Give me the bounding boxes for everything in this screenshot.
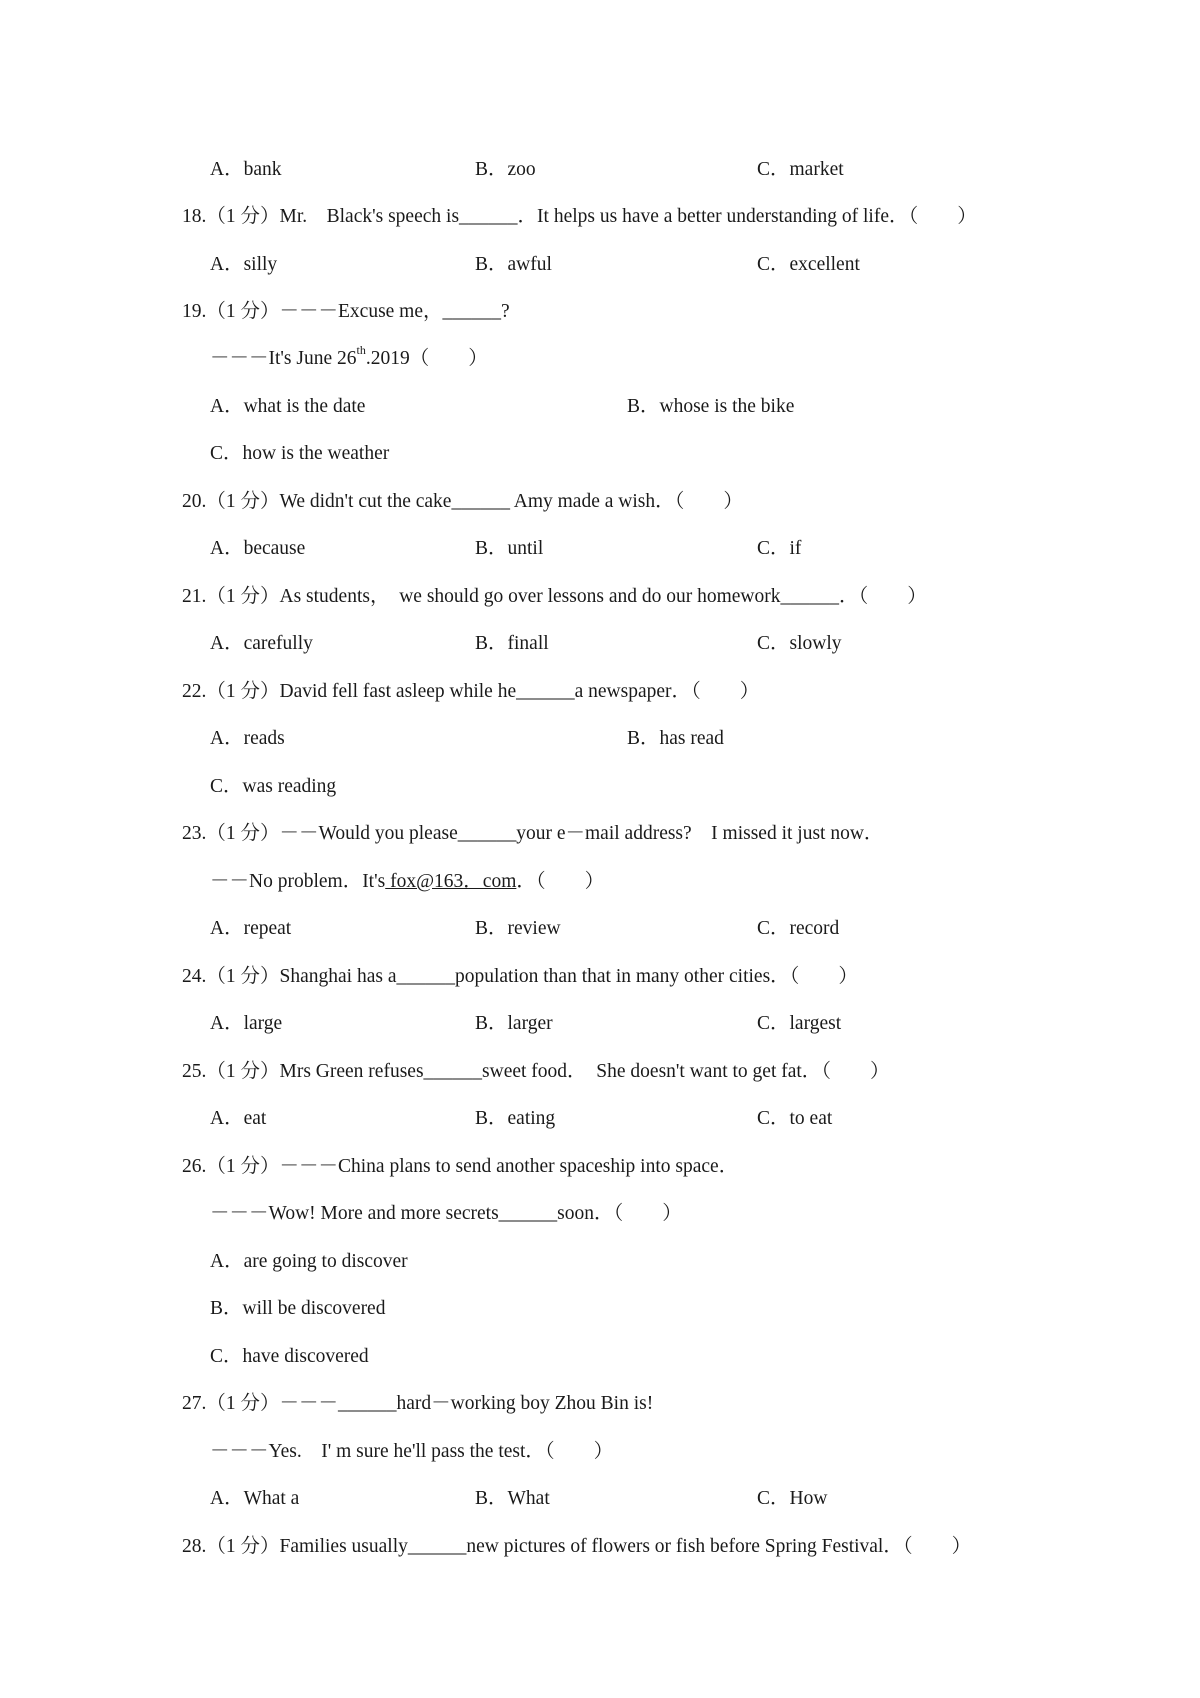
q25-stem: 25.（1 分）Mrs Green refuses______sweet food． She doesn't want to get fat．（ ） (182, 1061, 890, 1082)
q26-answer-line: －－－Wow! More and more secrets______soon．（ ） (210, 1203, 682, 1224)
q19-answer-post: .2019（ ） (365, 348, 488, 369)
q21-option-a: A．carefully (210, 633, 313, 654)
q21-option-b: B．finall (475, 633, 549, 654)
q26-option-b: B．will be discovered (210, 1298, 386, 1319)
q19-answer-line (210, 342, 488, 371)
q20-option-c: C．if (757, 538, 802, 559)
q27-option-b: B．What (475, 1488, 550, 1509)
q17-option-b: B．zoo (475, 159, 536, 180)
q25-option-c: C．to eat (757, 1108, 833, 1129)
q21-option-c: C．slowly (757, 633, 842, 654)
q19-option-b: B．whose is the bike (627, 396, 795, 417)
q26-stem: 26.（1 分）－－－China plans to send another spaceship into space． (182, 1156, 739, 1177)
q18-option-a: A．silly (210, 254, 278, 275)
q18-option-c: C．excellent (757, 254, 860, 275)
q25-option-a: A．eat (210, 1108, 267, 1129)
q21-stem: 21.（1 分）As students， we should go over lessons and do our homework______．（ ） (182, 586, 927, 607)
q23-answer-pre: －－No problem．It's (210, 871, 386, 892)
q23-option-c: C．record (757, 918, 840, 939)
q19-option-c: C．how is the weather (210, 443, 390, 464)
q22-option-c: C．was reading (210, 776, 337, 797)
q22-stem: 22.（1 分）David fell fast asleep while he______a newspaper．（ ） (182, 681, 760, 702)
q20-option-b: B．until (475, 538, 544, 559)
q18-stem: 18.（1 分）Mr. Black's speech is______．It helps us have a better understanding of life．（ ） (182, 206, 977, 227)
q23-answer-post: ．（ ） (516, 871, 605, 892)
q19-stem: 19.（1 分）－－－Excuse me，______? (182, 301, 510, 322)
q26-option-a: A．are going to discover (210, 1251, 408, 1272)
q20-option-a: A．because (210, 538, 306, 559)
q27-answer-line: －－－Yes. I' m sure he'll pass the test．（ ） (210, 1441, 614, 1462)
q24-option-a: A．large (210, 1013, 283, 1034)
q24-option-c: C．largest (757, 1013, 842, 1034)
q17-option-c: C．market (757, 159, 844, 180)
q27-option-a: A．What a (210, 1488, 300, 1509)
q22-option-a: A．reads (210, 728, 285, 749)
q23-email-link[interactable]: fox@163．com (385, 871, 517, 892)
q22-option-b: B．has read (627, 728, 724, 749)
q25-option-b: B．eating (475, 1108, 556, 1129)
q23-option-a: A．repeat (210, 918, 292, 939)
q19-answer-pre: －－－It's June 26 (210, 348, 357, 369)
q28-stem: 28.（1 分）Families usually______new pictures of flowers or fish before Spring Festival．（ ） (182, 1536, 972, 1557)
q19-answer-sup: th (356, 342, 366, 357)
q18-option-b: B．awful (475, 254, 552, 275)
q23-answer-line (210, 870, 604, 894)
q19-option-a: A．what is the date (210, 396, 366, 417)
q23-stem: 23.（1 分）－－Would you please______your e－mail address? I missed it just now． (182, 823, 884, 844)
q27-option-c: C．How (757, 1488, 828, 1509)
q26-option-c: C．have discovered (210, 1346, 369, 1367)
q27-stem: 27.（1 分）－－－______hard－working boy Zhou Bin is! (182, 1393, 654, 1414)
q24-stem: 24.（1 分）Shanghai has a______population than that in many other cities．（ ） (182, 966, 858, 987)
q24-option-b: B．larger (475, 1013, 553, 1034)
q17-option-a: A．bank (210, 159, 282, 180)
q20-stem: 20.（1 分）We didn't cut the cake______ Amy made a wish．（ ） (182, 491, 743, 512)
q23-option-b: B．review (475, 918, 561, 939)
